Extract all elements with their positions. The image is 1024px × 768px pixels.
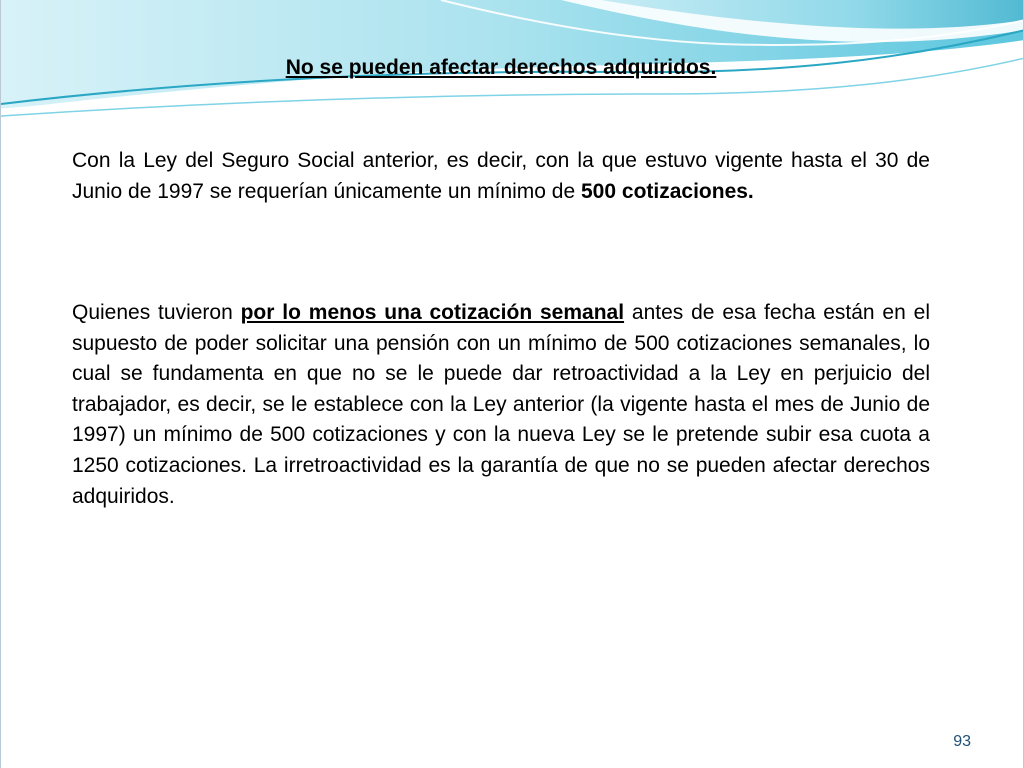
paragraph-retroactivity-intro: Quienes tuvieron xyxy=(72,301,241,324)
contributions-word: cotizaciones. xyxy=(621,179,754,203)
page-number: 93 xyxy=(953,733,971,750)
paragraph-previous-law xyxy=(72,146,930,207)
paragraph-retroactivity xyxy=(72,298,930,512)
minimum-contributions-number: 500 xyxy=(581,179,617,203)
paragraph-previous-law-text: Con la Ley del Seguro Social anterior, es decir, con la que estuvo vigente hasta el 30 de Junio de 1997 se requerían únicamente un mínimo de xyxy=(72,149,930,203)
emphasis-one-weekly-contribution: por lo menos una cotización semanal xyxy=(240,301,625,324)
paragraph-retroactivity-body: antes de esa fecha están en el supuesto de poder solicitar una pensión con un mínimo de 500 cotizaciones semanales, lo cual se fundamenta en que no se le puede dar retroactividad a la Ley en perjuicio del trabajador, es decir, se le establece con la Ley anterior (la vigente hasta el mes de Junio de 1997) un mínimo de 500 cotizaciones y con la nueva Ley se le pretende subir esa cuota a 1250 cotizaciones. La irretroactividad es la garantía de que no se pueden afectar derechos adquiridos. xyxy=(72,301,930,508)
slide-title: No se pueden afectar derechos adquiridos. xyxy=(285,56,717,79)
